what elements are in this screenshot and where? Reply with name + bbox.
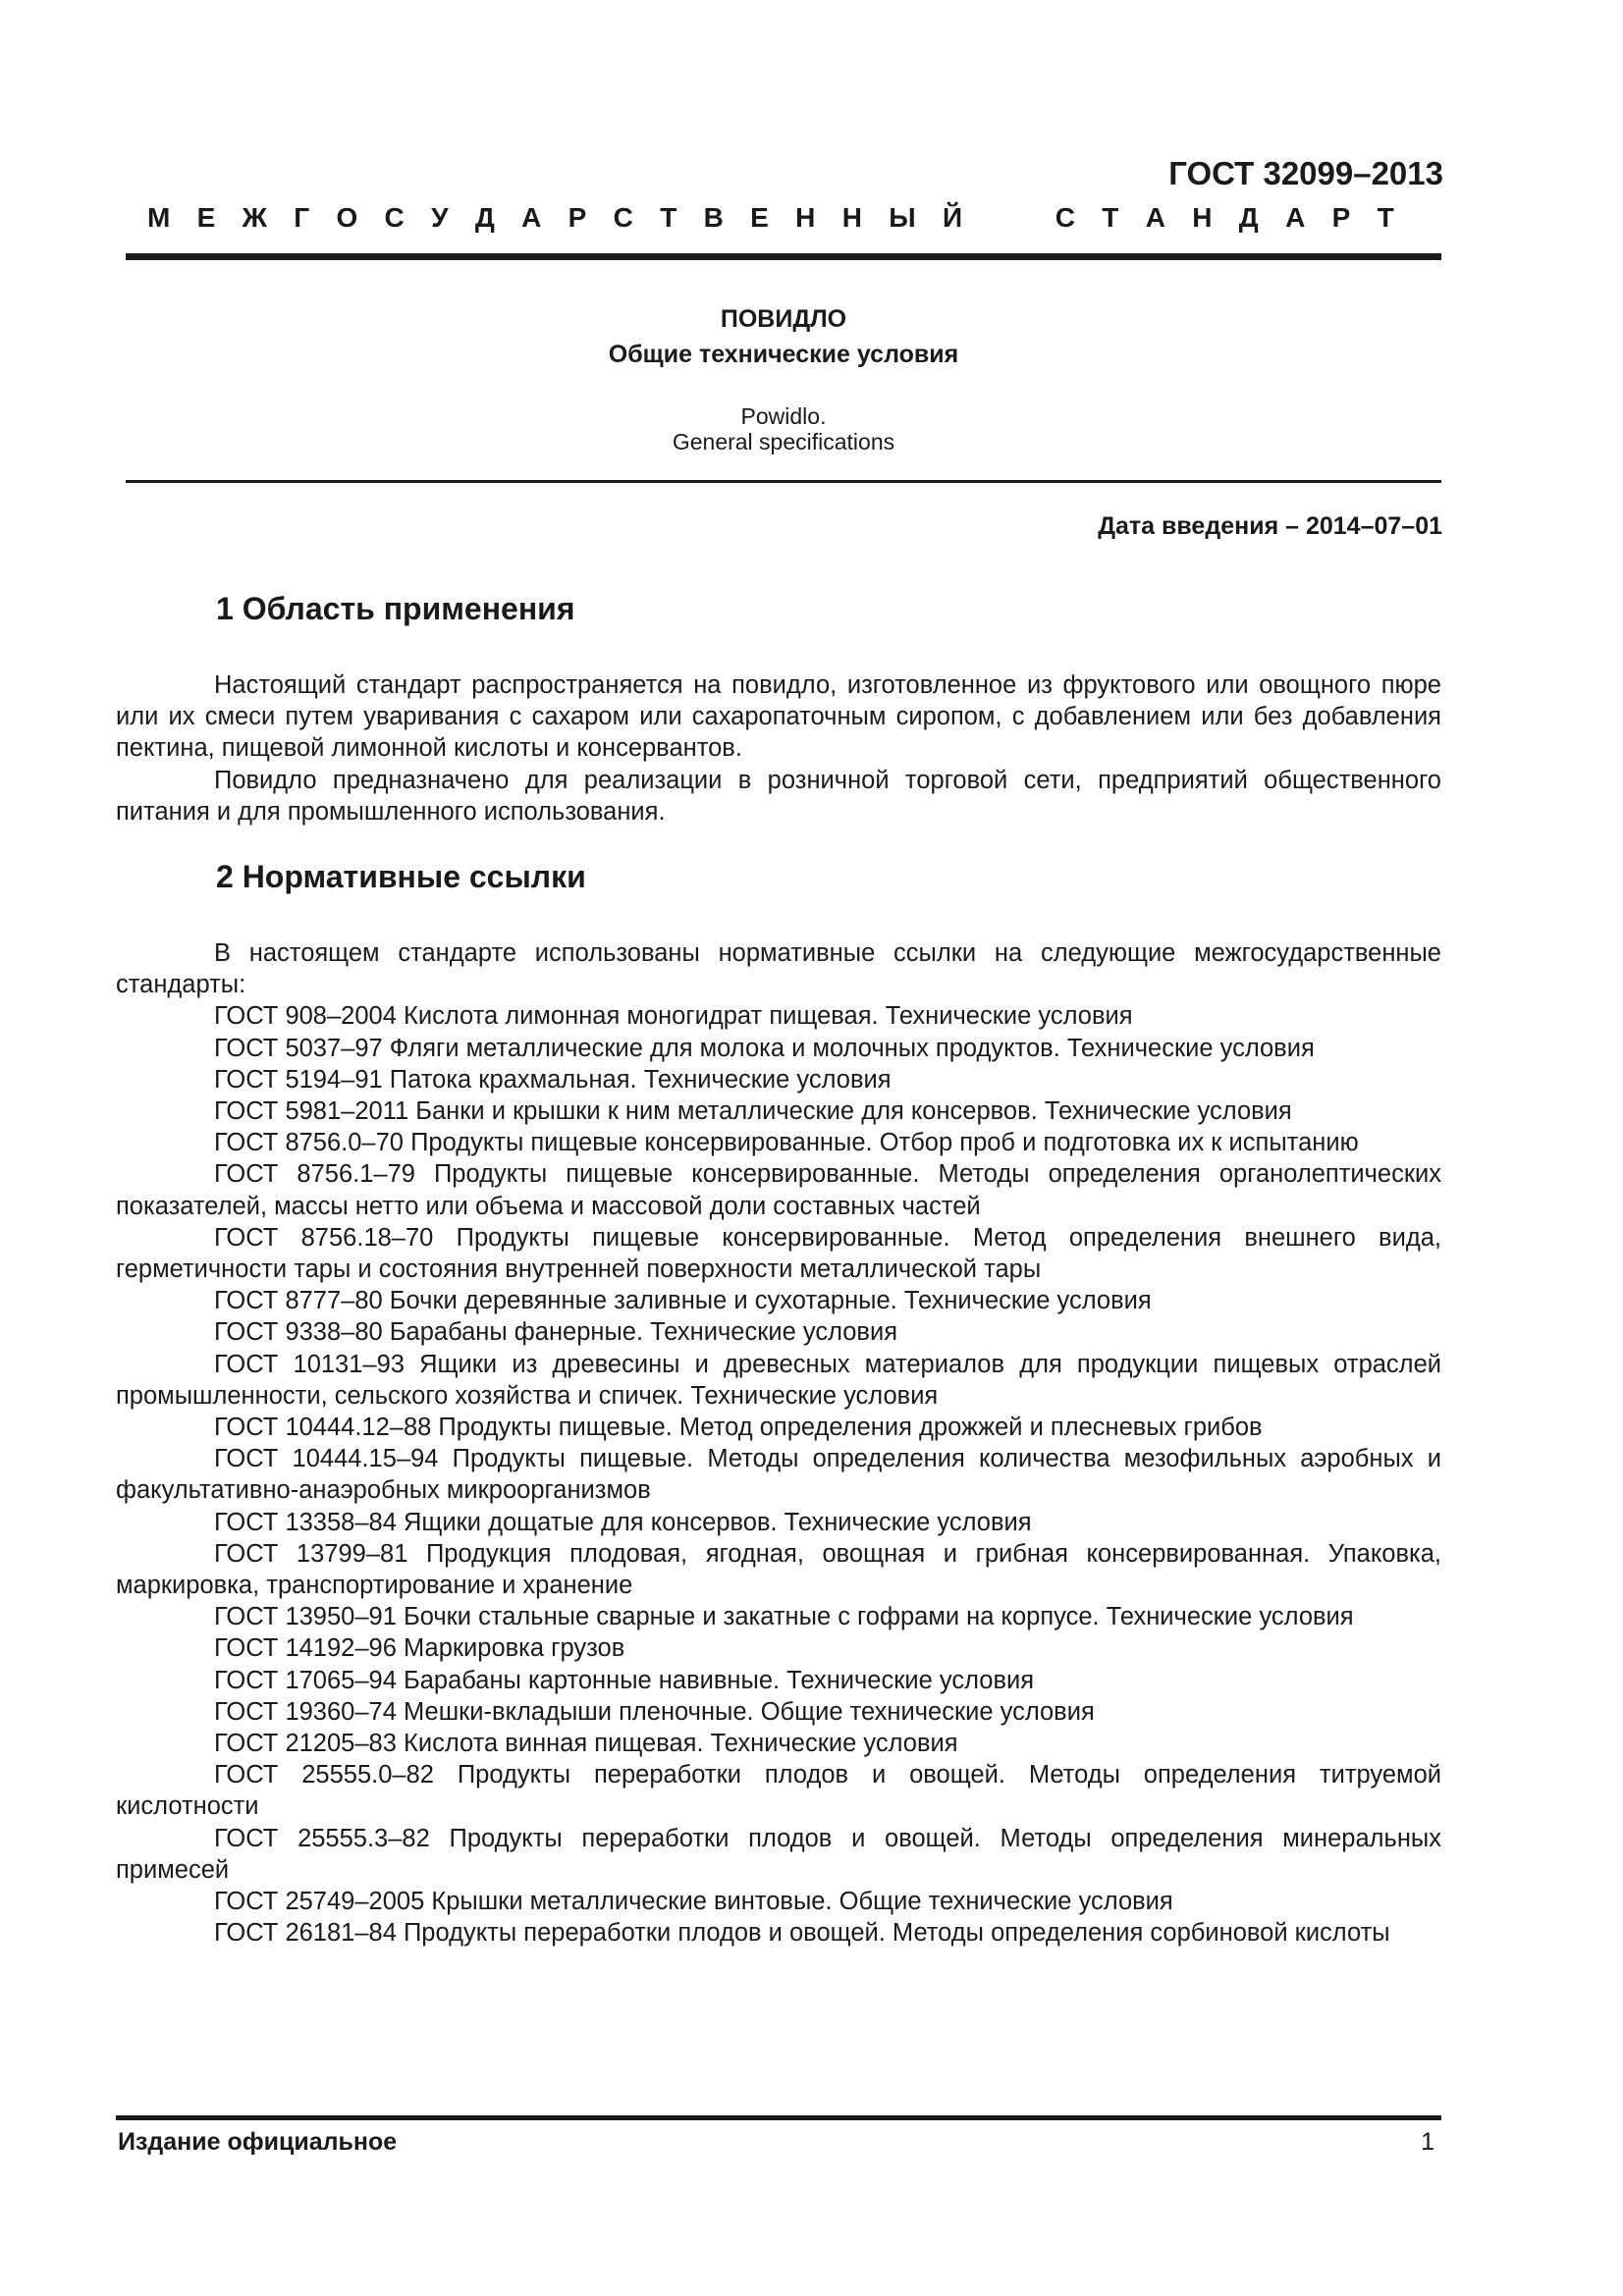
banner-letter: Г xyxy=(294,202,310,233)
normative-reference: ГОСТ 10131–93 Ящики из древесины и древесных материалов для продукции пищевых отраслей промышленности, сельского хозяйства и спичек. Технические условия xyxy=(116,1350,1441,1410)
page-number: 1 xyxy=(1421,2128,1434,2156)
normative-reference: ГОСТ 19360–74 Мешки-вкладыши пленочные. Общие технические условия xyxy=(214,1697,1095,1726)
section-2-heading: 2 Нормативные ссылки xyxy=(216,859,586,894)
normative-reference: ГОСТ 13358–84 Ящики дощатые для консервов. Технические условия xyxy=(214,1508,1032,1536)
normative-reference: ГОСТ 13799–81 Продукция плодовая, ягодная, овощная и грибная консервированная. Упаковка, маркировка, транспортирование и хранение xyxy=(116,1539,1441,1600)
normative-reference: ГОСТ 8777–80 Бочки деревянные заливные и сухотарные. Технические условия xyxy=(214,1287,1152,1315)
paragraph: Настоящий стандарт распространяется на повидло, изготовленное из фруктового или овощного пюре или их смеси путем уваривания с сахаром или сахаропаточным сиропом, с добавлением или без добавления пектина, пищевой лимонной кислоты и консервантов. xyxy=(116,671,1441,763)
normative-reference: ГОСТ 8756.0–70 Продукты пищевые консервированные. Отбор проб и подготовка их к испытанию xyxy=(214,1129,1359,1157)
normative-reference: ГОСТ 10444.12–88 Продукты пищевые. Метод определения дрожжей и плесневых грибов xyxy=(214,1414,1263,1442)
banner-letter: Е xyxy=(750,202,769,233)
banner-letter: У xyxy=(431,202,449,233)
banner-letter: М xyxy=(147,202,171,233)
banner-letter: О xyxy=(336,202,358,233)
normative-reference: ГОСТ 14192–96 Маркировка грузов xyxy=(214,1634,625,1663)
banner-letter: Д xyxy=(474,202,495,233)
normative-reference: ГОСТ 17065–94 Барабаны картонные навивные. Технические условия xyxy=(214,1666,1035,1694)
english-title: Powidlo. xyxy=(740,403,827,429)
interstate-standard-banner xyxy=(147,202,1394,234)
banner-letter: С xyxy=(613,202,633,233)
paragraph: В настоящем стандарте использованы нормативные ссылки на следующие межгосударственные стандарты: xyxy=(116,939,1441,999)
normative-reference: ГОСТ 8756.1–79 Продукты пищевые консервированные. Методы определения органолептических показателей, массы нетто или объема и массовой доли составных частей xyxy=(116,1160,1441,1220)
document-subtitle: Общие технические условия xyxy=(608,341,959,368)
banner-letter: А xyxy=(1285,202,1306,233)
normative-reference: ГОСТ 25555.0–82 Продукты переработки плодов и овощей. Методы определения титруемой кислотности xyxy=(116,1761,1441,1821)
normative-reference: ГОСТ 5037–97 Фляги металлические для молока и молочных продуктов. Технические условия xyxy=(214,1034,1315,1062)
normative-reference: ГОСТ 13950–91 Бочки стальные сварные и закатные с гофрами на корпусе. Технические условия xyxy=(214,1603,1354,1631)
section-1-heading: 1 Область применения xyxy=(216,591,575,626)
normative-reference: ГОСТ 10444.15–94 Продукты пищевые. Методы определения количества мезофильных аэробных и факультативно-анаэробных микроорганизмов xyxy=(116,1445,1441,1505)
banner-letter: Д xyxy=(1238,202,1259,233)
banner-letter: Т xyxy=(660,202,677,233)
introduction-date: Дата введения – 2014–07–01 xyxy=(1098,512,1442,540)
normative-reference: ГОСТ 8756.18–70 Продукты пищевые консервированные. Метод определения внешнего вида, герметичности тары и состояния внутренней поверхности металлической тары xyxy=(116,1223,1441,1284)
normative-reference: ГОСТ 908–2004 Кислота лимонная моногидрат пищевая. Технические условия xyxy=(214,1002,1133,1031)
banner-letter: Р xyxy=(568,202,587,233)
banner-letter: Т xyxy=(1377,202,1394,233)
normative-reference: ГОСТ 21205–83 Кислота винная пищевая. Технические условия xyxy=(214,1730,958,1758)
english-subtitle: General specifications xyxy=(672,429,895,454)
normative-reference: ГОСТ 5981–2011 Банки и крышки к ним металлические для консервов. Технические условия xyxy=(214,1097,1292,1126)
banner-letter: Н xyxy=(841,202,862,233)
banner-letter: В xyxy=(703,202,724,233)
banner-letter: Т xyxy=(1102,202,1119,233)
header-rule xyxy=(126,253,1441,260)
normative-reference: ГОСТ 5194–91 Патока крахмальная. Технические условия xyxy=(214,1065,892,1094)
banner-letter: Е xyxy=(196,202,216,233)
banner-letter: Й xyxy=(942,202,963,233)
normative-reference: ГОСТ 26181–84 Продукты переработки плодов и овощей. Методы определения сорбиновой кислоты xyxy=(214,1919,1390,1948)
banner-letter: С xyxy=(384,202,405,233)
section-1-body xyxy=(116,669,1441,828)
normative-reference: ГОСТ 25555.3–82 Продукты переработки плодов и овощей. Методы определения минеральных примесей xyxy=(116,1824,1441,1884)
banner-letter: Н xyxy=(795,202,816,233)
banner-letter: Ж xyxy=(242,202,267,233)
gost-number: ГОСТ 32099–2013 xyxy=(1168,155,1443,191)
normative-reference: ГОСТ 9338–80 Барабаны фанерные. Технические условия xyxy=(214,1318,898,1347)
banner-letter: С xyxy=(1055,202,1075,233)
banner-letter: А xyxy=(521,202,542,233)
official-edition-label: Издание официальное xyxy=(118,2128,398,2156)
footer-rule xyxy=(116,2115,1441,2120)
section-2-body xyxy=(116,937,1441,1949)
title-rule xyxy=(126,480,1441,483)
banner-letter: Ы xyxy=(889,202,916,233)
banner-word-gap xyxy=(989,202,1028,234)
banner-letter: Р xyxy=(1331,202,1351,233)
banner-letter: А xyxy=(1145,202,1165,233)
document-title: ПОВИДЛО xyxy=(720,305,847,333)
paragraph: Повидло предназначено для реализации в розничной торговой сети, предприятий общественного питания и для промышленного использования. xyxy=(116,766,1441,826)
normative-reference: ГОСТ 25749–2005 Крышки металлические винтовые. Общие технические условия xyxy=(214,1888,1173,1916)
banner-letter: Н xyxy=(1192,202,1213,233)
